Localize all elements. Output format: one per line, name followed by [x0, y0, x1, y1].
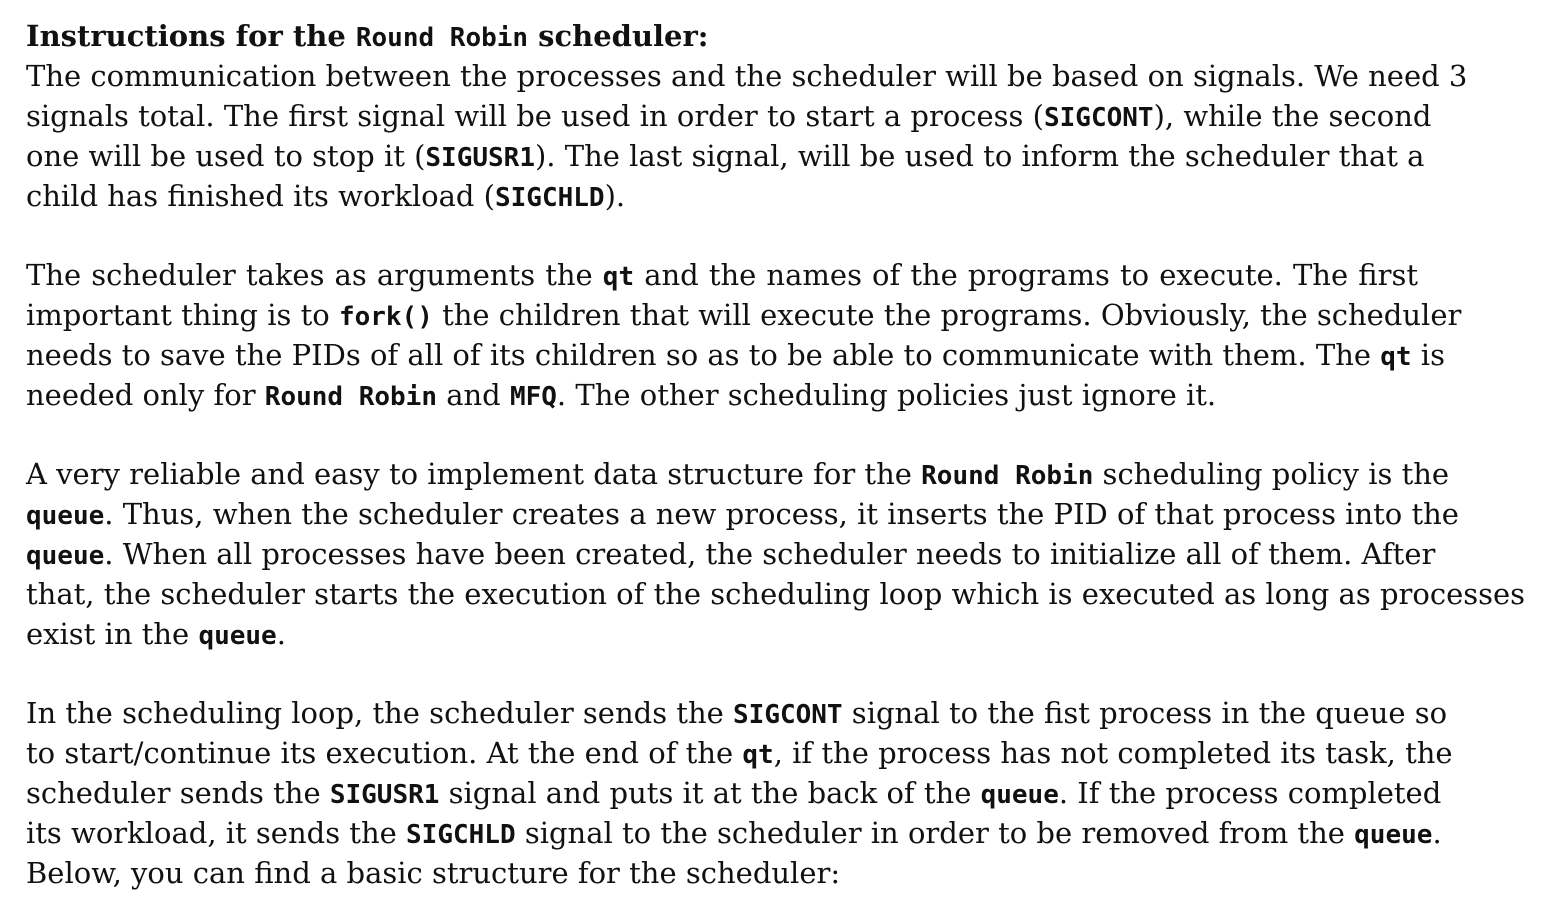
code-queue: queue: [26, 501, 105, 531]
p1-line-4: child has finished its workload (SIGCHLD).: [26, 179, 626, 213]
code-queue: queue: [1354, 820, 1433, 850]
p1-line-2: signals total. The first signal will be used in order to start a process (SIGCONT), while the second: [26, 99, 1432, 133]
code-sigchld: SIGCHLD: [406, 820, 516, 850]
code-sigusr1: SIGUSR1: [425, 143, 535, 173]
code-qt: qt: [742, 740, 774, 770]
p4-line-4: its workload, it sends the SIGCHLD signal to the scheduler in order to be removed from the queue.: [26, 816, 1442, 850]
p1-line-3: one will be used to stop it (SIGUSR1). The last signal, will be used to inform the scheduler that a: [26, 139, 1425, 173]
code-round-robin: Round Robin: [264, 382, 437, 412]
code-sigusr1: SIGUSR1: [329, 780, 440, 810]
p3-line-1: A very reliable and easy to implement data structure for the Round Robin scheduling policy is the: [26, 457, 1450, 491]
code-mfq: MFQ: [509, 382, 557, 412]
code-sigcont: SIGCONT: [1043, 103, 1154, 133]
p3-line-5: exist in the queue.: [26, 617, 286, 651]
p2-line-3: needs to save the PIDs of all of its children so as to be able to communicate with them. The qt is: [26, 338, 1445, 372]
p4-line-3: scheduler sends the SIGUSR1 signal and puts it at the back of the queue. If the process completed: [26, 776, 1442, 810]
heading-code: Round Robin: [355, 23, 529, 53]
code-qt: qt: [1380, 342, 1412, 372]
code-fork: fork(): [338, 302, 433, 332]
p1-line-1: The communication between the processes and the scheduler will be based on signals. We need 3: [26, 59, 1468, 93]
section-heading: Instructions for the Round Robin scheduler:: [26, 19, 709, 53]
p2-line-2: important thing is to fork() the children that will execute the programs. Obviously, the scheduler: [26, 298, 1462, 332]
code-round-robin: Round Robin: [921, 461, 1094, 491]
p4-line-2: to start/continue its execution. At the end of the qt, if the process has not completed its task, the: [26, 736, 1453, 770]
code-sigcont: SIGCONT: [733, 700, 843, 730]
p4-line-5: Below, you can find a basic structure for the scheduler:: [26, 856, 841, 890]
code-sigchld: SIGCHLD: [494, 183, 605, 213]
p3-line-2: queue. Thus, when the scheduler creates a new process, it inserts the PID of that process into the: [26, 497, 1459, 531]
code-queue: queue: [198, 621, 277, 651]
code-queue: queue: [26, 541, 105, 571]
p2-line-1: The scheduler takes as arguments the qt and the names of the programs to execute. The first: [26, 258, 1418, 292]
p4-line-1: In the scheduling loop, the scheduler sends the SIGCONT signal to the fist process in the queue so: [26, 696, 1448, 730]
p2-line-4: needed only for Round Robin and MFQ. The other scheduling policies just ignore it.: [26, 378, 1217, 412]
p3-line-4: that, the scheduler starts the execution of the scheduling loop which is executed as long as processes: [26, 577, 1526, 611]
code-qt: qt: [602, 262, 635, 292]
p3-line-3: queue. When all processes have been created, the scheduler needs to initialize all of them. After: [26, 537, 1436, 571]
code-queue: queue: [980, 780, 1059, 810]
